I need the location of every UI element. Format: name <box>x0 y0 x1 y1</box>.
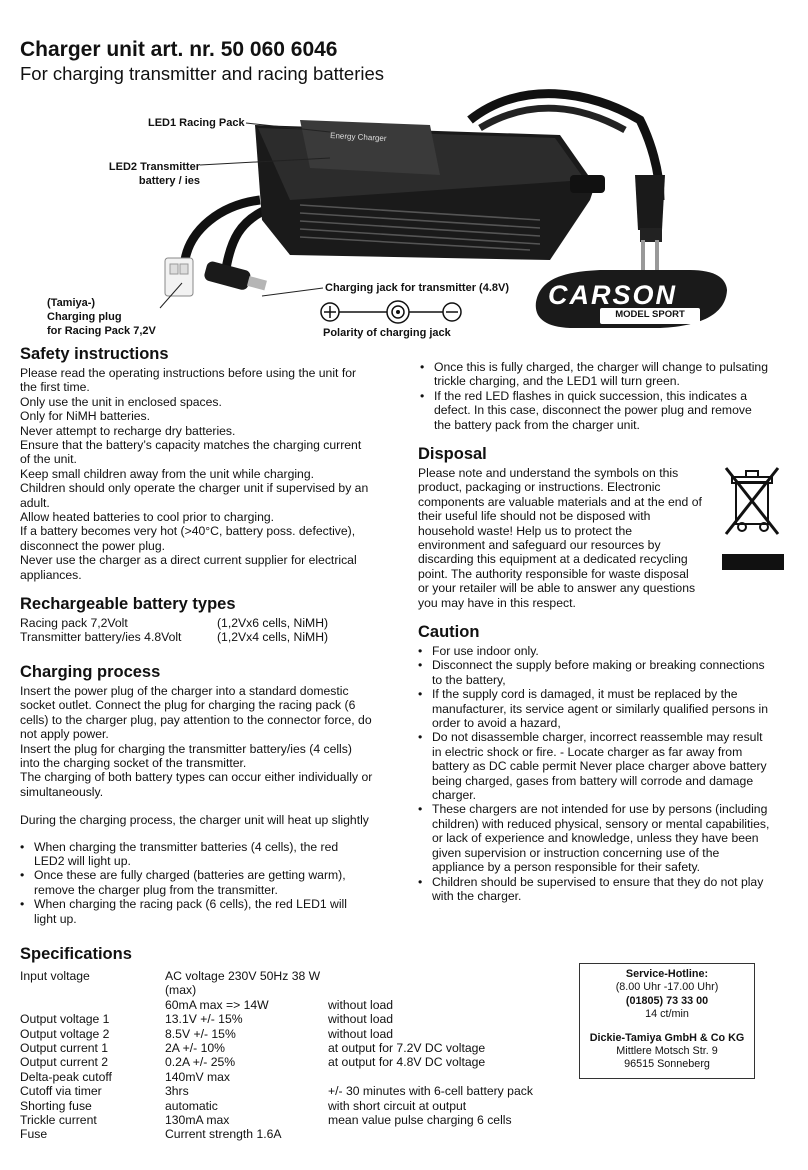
disposal-heading: Disposal <box>418 445 487 463</box>
led-status-bullets <box>420 360 800 432</box>
safety-line: Only for NiMH batteries. <box>20 409 151 424</box>
spec-value: 130mA max <box>165 1113 230 1128</box>
disposal-line: environment and safeguard our resources by <box>418 538 661 553</box>
bullet-line: manufacturer, its service agent or similarly qualified persons in <box>432 701 768 716</box>
charging-line: into the charging socket of the transmitter. <box>20 756 247 771</box>
bullet-line: • These chargers are not intended for use by persons (including <box>432 802 768 817</box>
charger-body <box>255 120 605 260</box>
charging-line: Insert the plug for charging the transmitter battery/ies (4 cells) <box>20 741 352 756</box>
bullet-line: • Disconnect the supply before making or breaking connections <box>432 658 765 673</box>
mains-plug <box>635 175 665 270</box>
caution-bullets <box>418 644 803 903</box>
bullet-line: being charged, gases from battery will corrode and damage <box>432 773 754 788</box>
page-title: Charger unit art. nr. 50 060 6046 <box>20 38 338 61</box>
company-street: Mittlere Motsch Str. 9 <box>616 1045 718 1058</box>
spec-label: Delta-peak cutoff <box>20 1069 112 1084</box>
safety-line: of the unit. <box>20 452 77 467</box>
bullet-line: in electric shock or fire. - Locate charger as far away from <box>432 744 743 759</box>
bullet-line: LED2 will light up. <box>34 854 131 869</box>
bullet-item <box>418 658 803 687</box>
bullet-line: with the charger. <box>432 888 522 903</box>
bullet-line: charger. <box>432 788 477 803</box>
polarity-symbol <box>321 301 461 323</box>
label-led1: LED1 Racing Pack <box>148 117 245 129</box>
spec-note: with short circuit at output <box>328 1098 467 1113</box>
barrel-plug <box>203 260 267 291</box>
disposal-line: discarding this equipment at a dedicated recycling <box>418 552 688 567</box>
spec-label: Fuse <box>20 1127 48 1142</box>
bullet-item <box>20 897 400 926</box>
label-charging-jack: Charging jack for transmitter (4.8V) <box>325 282 509 294</box>
charging-line: socket outlet. Connect the plug for charging the racing pack (6 <box>20 698 356 713</box>
charging-section <box>20 663 400 926</box>
bullet-item <box>418 644 803 658</box>
disposal-line: Please note and understand the symbols on this <box>418 466 679 480</box>
spec-value: Current strength 1.6A <box>165 1127 282 1142</box>
service-hotline-box <box>579 963 755 1079</box>
label-led2-line1: LED2 Transmitter <box>108 161 200 173</box>
bullet-line: to the battery, <box>432 672 506 687</box>
charging-line: cells) to the charger plug, pay attention to the connector force, do <box>20 712 372 727</box>
safety-section <box>20 345 400 582</box>
charging-line: simultaneously. <box>20 784 104 799</box>
bullet-line: • When charging the racing pack (6 cells), the red LED1 will <box>34 897 347 912</box>
spec-value: 140mV max <box>165 1069 231 1084</box>
bullet-line: battery as DC cable permit Never place charger above battery <box>432 759 767 774</box>
label-plug-line1: (Tamiya-) <box>47 297 96 309</box>
caution-heading: Caution <box>418 623 480 641</box>
safety-line: Ensure that the battery’s capacity matches the charging current <box>20 438 362 453</box>
bullet-line: light up. <box>34 911 77 926</box>
bullet-line: appliance by a person responsible for their safety. <box>432 860 701 875</box>
page-subtitle: For charging transmitter and racing batteries <box>20 63 385 84</box>
spec-note: +/- 30 minutes with 6-cell battery pack <box>328 1084 533 1099</box>
bullet-item <box>418 875 803 904</box>
hotline-hours: (8.00 Uhr -17.00 Uhr) <box>615 981 719 994</box>
bullet-item <box>418 687 803 730</box>
specs-heading: Specifications <box>20 945 132 963</box>
spec-label: Input voltage <box>20 969 90 983</box>
bullet-line: remove the charger plug from the transmitter. <box>34 882 278 897</box>
specs-section <box>20 945 580 1142</box>
battery-type-name: Transmitter battery/ies 4.8Volt <box>20 630 182 645</box>
spec-label: Shorting fuse <box>20 1098 92 1113</box>
bullet-line: • For use indoor only. <box>432 644 539 658</box>
bullet-line: the battery pack from the charger unit. <box>434 417 640 432</box>
safety-text <box>20 366 400 582</box>
hotline-title: Service-Hotline: <box>625 968 709 980</box>
hotline-phone[interactable]: (01805) 73 33 00 <box>625 994 709 1007</box>
spec-label: Trickle current <box>20 1113 97 1128</box>
logo-text-top: CARSON <box>548 280 678 310</box>
safety-line: Allow heated batteries to cool prior to charging. <box>20 510 275 525</box>
spec-value: 13.1V +/- 15% <box>165 1012 243 1027</box>
battery-type-spec: (1,2Vx6 cells, NiMH) <box>217 616 329 630</box>
spec-note: without load <box>328 997 394 1012</box>
safety-line: Children should only operate the charger unit if supervised by an <box>20 481 369 496</box>
bullet-item <box>20 840 400 869</box>
spec-label: Cutoff via timer <box>20 1084 102 1099</box>
safety-line: Only use the unit in enclosed spaces. <box>20 394 222 409</box>
bullet-item <box>420 389 800 432</box>
spec-note <box>328 1070 558 1084</box>
disposal-text <box>418 466 718 610</box>
label-plug-line3: for Racing Pack 7,2V <box>47 325 156 337</box>
safety-line: Keep small children away from the unit while charging. <box>20 466 314 481</box>
bullet-line: • Do not disassemble charger, incorrect reassemble may result <box>432 730 763 745</box>
bullet-line: children) with reduced physical, sensory or mental capabilities, <box>432 816 770 831</box>
company-city: 96515 Sonneberg <box>624 1058 710 1071</box>
disposal-line: or your retailer will be able to answer any questions <box>418 581 696 596</box>
tamiya-plug <box>165 258 193 296</box>
bullet-line: • Children should be supervised to ensure that they do not play <box>432 874 764 889</box>
caution-section <box>418 623 803 903</box>
spec-note: without load <box>328 1026 394 1041</box>
specs-table <box>20 969 580 1142</box>
spec-note: at output for 4.8V DC voltage <box>328 1055 486 1070</box>
bullet-item <box>420 360 800 389</box>
bullet-line: or lack of experience and knowledge, unless they have been <box>432 831 759 846</box>
safety-line: If a battery becomes very hot (>40°C, battery poss. defective), <box>20 524 356 539</box>
charging-line: Insert the power plug of the charger into a standard domestic <box>20 684 349 698</box>
bullet-line: • Once these are fully charged (batteries are getting warm), <box>34 868 346 883</box>
spec-value: automatic <box>165 1098 218 1113</box>
bullet-line: given supervision or instruction concerning use of the <box>432 845 720 860</box>
charger-label-plate <box>300 120 440 175</box>
spec-value: 0.2A +/- 25% <box>165 1055 236 1070</box>
spec-value: 60mA max => 14W <box>165 997 269 1012</box>
company-name: Dickie-Tamiya GmbH & Co KG <box>589 1031 745 1044</box>
bullet-item <box>418 802 803 874</box>
disposal-line: product, packaging or instructions. Electronic <box>418 480 661 495</box>
disposal-line: point. The authority responsible for waste disposal <box>418 566 689 581</box>
safety-line: Please read the operating instructions before using the unit for <box>20 366 357 380</box>
label-led2-line2: battery / ies <box>138 175 200 187</box>
battery-type-name: Racing pack 7,2Volt <box>20 616 128 630</box>
safety-line: appliances. <box>20 567 82 582</box>
charging-text <box>20 684 400 799</box>
bullet-line: • If the red LED flashes in quick succession, this indicates a <box>434 388 747 403</box>
disposal-line: components are valuable materials and at the end of <box>418 494 702 509</box>
disposal-line: you may have in this respect. <box>418 595 576 610</box>
spec-note: at output for 7.2V DC voltage <box>328 1041 486 1056</box>
label-polarity: Polarity of charging jack <box>323 327 451 339</box>
disposal-line: their useful life should not be disposed with <box>418 509 651 524</box>
safety-line: adult. <box>20 495 50 510</box>
battery-types-section <box>20 595 400 645</box>
spec-value: 8.5V +/- 15% <box>165 1026 236 1041</box>
battery-types-heading: Rechargeable battery types <box>20 595 236 613</box>
spec-note: without load <box>328 1012 394 1027</box>
bullet-item <box>418 730 803 802</box>
spec-label: Output voltage 1 <box>20 1012 110 1027</box>
spec-value: 2A +/- 10% <box>165 1041 225 1056</box>
safety-line: disconnect the power plug. <box>20 538 165 553</box>
bullet-item <box>20 868 400 897</box>
weee-bin-icon <box>722 462 784 572</box>
safety-line: Never use the charger as a direct current supplier for electrical <box>20 553 357 568</box>
spec-label: Output current 2 <box>20 1055 109 1070</box>
hotline-rate: 14 ct/min <box>645 1008 689 1021</box>
bullet-line: • When charging the transmitter batteries (4 cells), the red <box>34 839 339 854</box>
spec-note <box>328 969 558 998</box>
safety-heading: Safety instructions <box>20 345 169 363</box>
spec-note <box>328 1127 558 1141</box>
spec-label <box>20 998 165 1012</box>
battery-type-spec: (1,2Vx4 cells, NiMH) <box>217 630 329 645</box>
logo-text-bottom: MODEL SPORT <box>615 309 685 320</box>
spec-note: mean value pulse charging 6 cells <box>328 1113 512 1128</box>
bullet-line: defect. In this case, disconnect the power plug and remove <box>434 403 752 418</box>
label-plug-line2: Charging plug <box>47 311 122 323</box>
charging-line: not apply power. <box>20 727 109 742</box>
charging-line: The charging of both battery types can occur either individually or <box>20 770 373 785</box>
bullet-line: trickle charging, and the LED1 will turn green. <box>434 374 680 389</box>
charging-heading: Charging process <box>20 663 161 681</box>
disposal-line: household waste! Help us to protect the <box>418 523 633 538</box>
disposal-section <box>418 445 718 610</box>
charging-bullets <box>20 840 400 926</box>
spec-value: AC voltage 230V 50Hz 38 W (max) <box>165 969 321 998</box>
bullet-line: • Once this is fully charged, the charger will change to pulsating <box>434 360 768 374</box>
safety-line: the first time. <box>20 380 90 395</box>
device-brand-text: Energy Charger <box>329 131 387 143</box>
safety-line: Never attempt to recharge dry batteries. <box>20 423 236 438</box>
bullet-line: order to avoid a hazard, <box>432 716 561 731</box>
bullet-line: • If the supply cord is damaged, it must be replaced by the <box>432 687 738 702</box>
spec-value: 3hrs <box>165 1084 189 1099</box>
spec-label: Output current 1 <box>20 1041 109 1056</box>
heat-note: During the charging process, the charger unit will heat up slightly <box>20 813 369 828</box>
spec-label: Output voltage 2 <box>20 1026 110 1041</box>
dc-cable-1 <box>185 200 260 260</box>
